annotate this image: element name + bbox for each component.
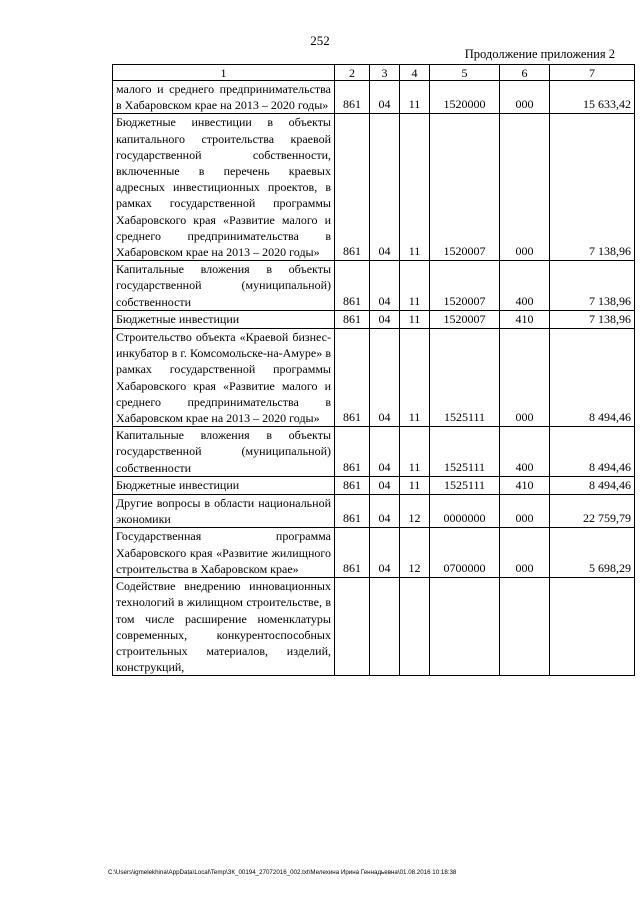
row-code-6: 410 — [500, 476, 550, 494]
row-code-3: 04 — [370, 310, 400, 328]
row-code-2: 861 — [335, 528, 370, 578]
table-row — [113, 310, 635, 328]
row-code-6: 400 — [500, 261, 550, 311]
table-row — [113, 81, 635, 114]
row-code-4: 11 — [400, 476, 430, 494]
row-code-4: 11 — [400, 329, 430, 427]
table-row — [113, 476, 635, 494]
row-code-6: 000 — [500, 495, 550, 528]
table-row — [113, 114, 635, 261]
row-amount: 7 138,96 — [550, 114, 635, 261]
page-number: 252 — [310, 33, 330, 48]
row-name: Бюджетные инвестиции — [113, 476, 335, 494]
row-amount — [550, 578, 635, 676]
row-code-3: 04 — [370, 261, 400, 311]
row-code-6: 000 — [500, 329, 550, 427]
row-code-4: 11 — [400, 81, 430, 114]
col-header-2: 2 — [335, 65, 370, 81]
row-amount: 15 633,42 — [550, 81, 635, 114]
row-code-5: 1520007 — [430, 310, 500, 328]
table-row — [113, 329, 635, 427]
row-name: Капитальные вложения в объекты государственной (муниципальной) собственности — [113, 261, 335, 311]
row-code-6: 000 — [500, 114, 550, 261]
row-amount: 22 759,79 — [550, 495, 635, 528]
table-row — [113, 528, 635, 578]
row-code-5: 1520007 — [430, 114, 500, 261]
row-code-5: 1525111 — [430, 476, 500, 494]
table-row — [113, 578, 635, 676]
col-header-7: 7 — [550, 65, 635, 81]
header-row — [113, 65, 635, 81]
row-code-4: 11 — [400, 427, 430, 477]
row-code-3: 04 — [370, 427, 400, 477]
row-code-2: 861 — [335, 329, 370, 427]
row-code-2: 861 — [335, 81, 370, 114]
row-amount: 8 494,46 — [550, 427, 635, 477]
row-amount: 5 698,29 — [550, 528, 635, 578]
row-code-2: 861 — [335, 261, 370, 311]
row-amount: 8 494,46 — [550, 329, 635, 427]
continuation-note: Продолжение приложения 2 — [464, 47, 615, 61]
row-code-2 — [335, 578, 370, 676]
row-code-4: 12 — [400, 528, 430, 578]
row-code-6: 000 — [500, 528, 550, 578]
row-code-5: 1520000 — [430, 81, 500, 114]
table-row — [113, 427, 635, 477]
row-code-2: 861 — [335, 476, 370, 494]
row-name: Другие вопросы в области национальной экономики — [113, 495, 335, 528]
row-amount: 7 138,96 — [550, 310, 635, 328]
row-code-2: 861 — [335, 114, 370, 261]
row-code-3: 04 — [370, 114, 400, 261]
row-code-5: 1525111 — [430, 329, 500, 427]
file-path-footer: C:\Users\igmelekhina\AppData\Local\Temp\ЗК_00194_27072016_002.txt\Мелехина Ирина Геннадьевна\01.08.2016 10:18:38 — [108, 869, 457, 876]
col-header-1: 1 — [113, 65, 335, 81]
row-code-2: 861 — [335, 495, 370, 528]
row-code-4: 11 — [400, 261, 430, 311]
row-name: малого и среднего предпринимательства в Хабаровском крае на 2013 – 2020 годы» — [113, 81, 335, 114]
row-code-2: 861 — [335, 310, 370, 328]
row-amount: 7 138,96 — [550, 261, 635, 311]
row-code-4: 12 — [400, 495, 430, 528]
col-header-6: 6 — [500, 65, 550, 81]
row-name: Государственная программа Хабаровского края «Развитие жилищного строительства в Хабаровском крае» — [113, 528, 335, 578]
row-name: Бюджетные инвестиции в объекты капитального строительства краевой государственной собственности, включенные в перечень краевых адресных инвестиционных проектов, в рамках государственной программы Хабаровского края «Развитие малого и среднего предпринимательства в Хабаровском крае на 2013 – 2020 годы» — [113, 114, 335, 261]
row-code-2: 861 — [335, 427, 370, 477]
row-code-4: 11 — [400, 114, 430, 261]
row-code-5 — [430, 578, 500, 676]
row-code-6: 000 — [500, 81, 550, 114]
row-code-3: 04 — [370, 528, 400, 578]
row-code-3: 04 — [370, 495, 400, 528]
row-code-3: 04 — [370, 476, 400, 494]
row-name: Содействие внедрению инновационных технологий в жилищном строительстве, в том числе расширение номенклатуры современных, конкурентоспособных строительных материалов, изделий, конструкций, — [113, 578, 335, 676]
col-header-3: 3 — [370, 65, 400, 81]
row-code-6: 410 — [500, 310, 550, 328]
budget-table — [112, 64, 635, 676]
table-row — [113, 495, 635, 528]
row-code-3 — [370, 578, 400, 676]
row-code-5: 0000000 — [430, 495, 500, 528]
row-code-4: 11 — [400, 310, 430, 328]
row-code-5: 1525111 — [430, 427, 500, 477]
row-code-6: 400 — [500, 427, 550, 477]
row-code-5: 1520007 — [430, 261, 500, 311]
row-name: Капитальные вложения в объекты государственной (муниципальной) собственности — [113, 427, 335, 477]
row-amount: 8 494,46 — [550, 476, 635, 494]
table-row — [113, 261, 635, 311]
row-name: Бюджетные инвестиции — [113, 310, 335, 328]
col-header-4: 4 — [400, 65, 430, 81]
row-code-3: 04 — [370, 81, 400, 114]
row-code-3: 04 — [370, 329, 400, 427]
row-code-4 — [400, 578, 430, 676]
col-header-5: 5 — [430, 65, 500, 81]
row-code-5: 0700000 — [430, 528, 500, 578]
row-code-6 — [500, 578, 550, 676]
row-name: Строительство объекта «Краевой бизнес-инкубатор в г. Комсомольске-на-Амуре» в рамках государственной программы Хабаровского края «Развитие малого и среднего предпринимательства в Хабаровском крае на 2013 – 2020 годы» — [113, 329, 335, 427]
